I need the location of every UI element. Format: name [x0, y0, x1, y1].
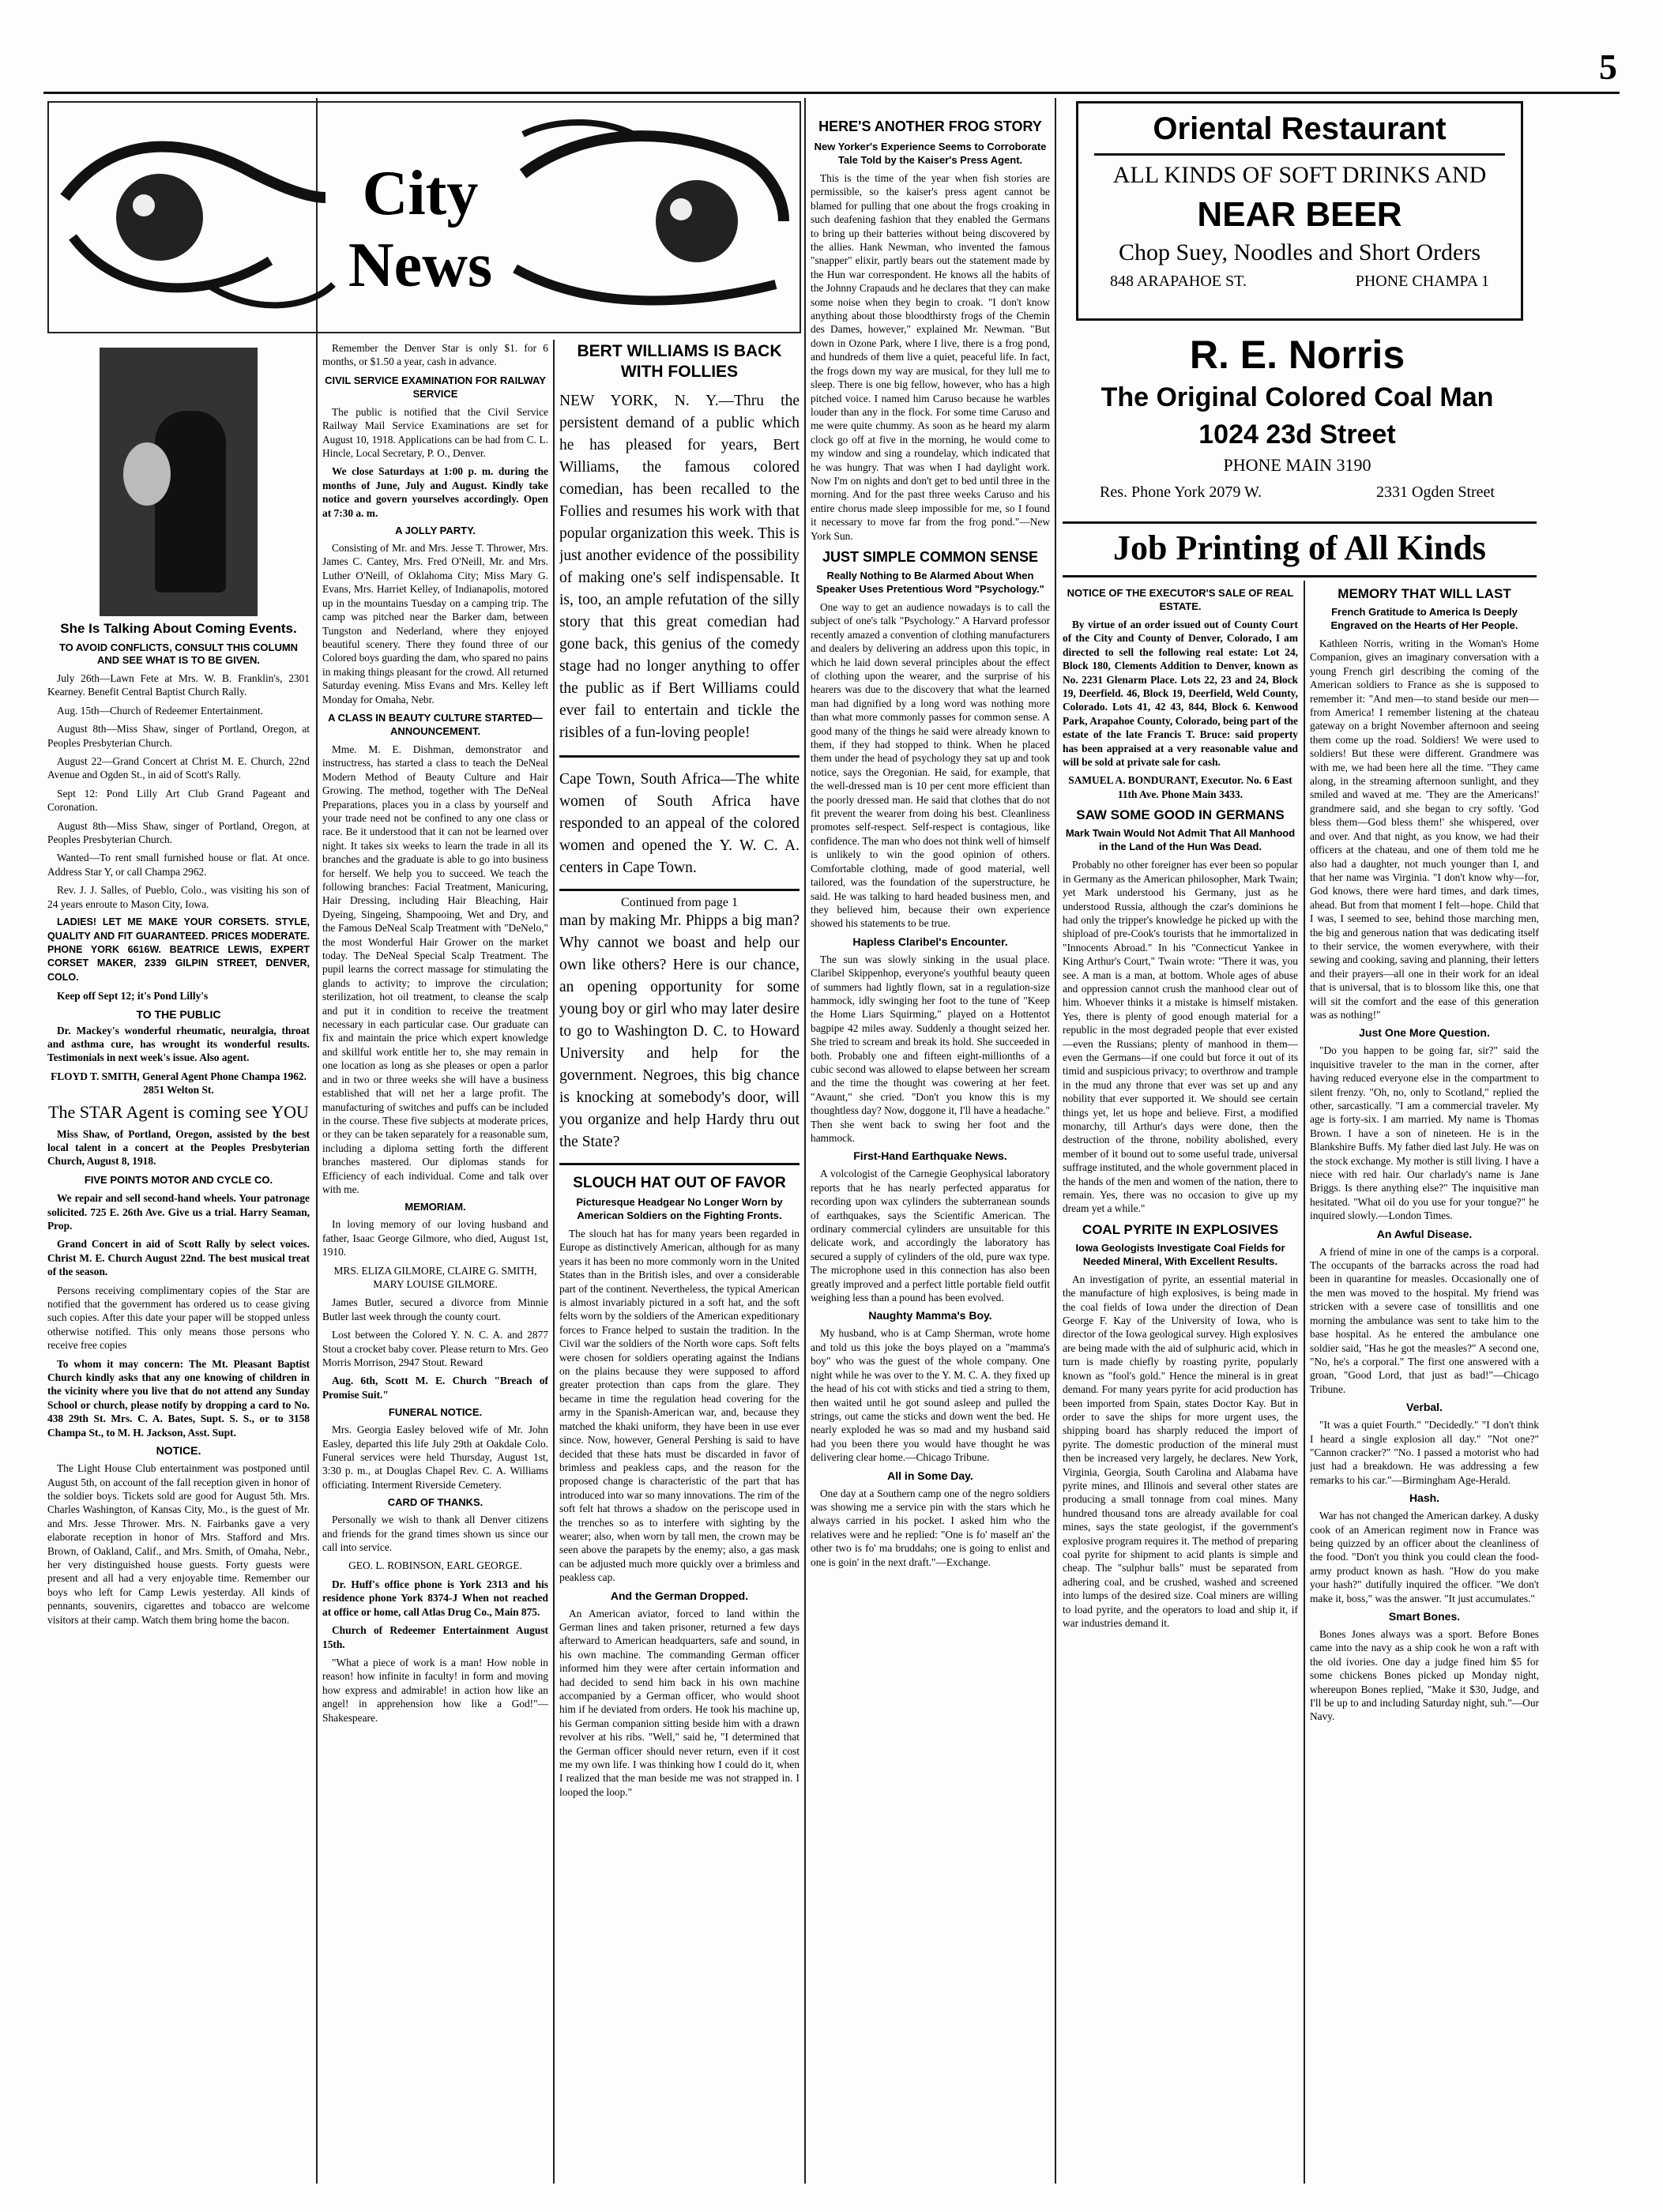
wanted-ad: Wanted—To rent small furnished house or flat. At once. Address Star Y, or call Champa 2962. — [47, 852, 310, 878]
slouch-body: The slouch hat has for many years been regarded in Europe as distinctively American, although for as many years it has been no more commonly worn in the United States than in the British isles, and over a considerable part of the continent. Nevertheless, the typical American is almost invariably pictured in a soft hat, and the soft felts worn by the soldiers of the American expeditionary forces to France helped to sustain the tradition. In the Civil war the soldiers of the North wore caps. Soft felts were chosen for soldiers operating against the Indians on the plains because they were supposed to afford greater protection than caps from the glare. They became in time the regulation head covering for the army in the Spanish-American war, and, because they matched the khaki uniform, they have been in use ever since. Now, however, General Pershing is said to have decided that these hats must be discarded in favor of brimless and peakless caps, and the reason for the proposed change is characteristic of the part that has introduced into war so many innovations. The rim of the soft felt hat throws a shadow on the periscope used in the trenches so as to interfere with sighting by the wearer; also, when worn by tall men, the crown may be seen above the parapets by the enemy; also, a gas mask can be adjusted much more quickly over a brimless and peakless cap. — [559, 1228, 800, 1584]
column-rule — [1055, 98, 1056, 2184]
column-5a — [1063, 586, 1298, 2180]
memory-block — [1310, 637, 1539, 1021]
slouch-block — [559, 1227, 800, 1585]
funeral-head: FUNERAL NOTICE. — [388, 1406, 483, 1419]
germans-body: Probably no other foreigner has ever been so popular in Germany as the American philosopher, Mark Twain; yet Mark understood his Germany, just as he understood Russia, although the czar's dominions he had only the tripper's knowledge he picked up with the shipload of pre-Cook's tourists that he immortalized in "Innocents Abroad." In his "Connecticut Yankee in King Arthur's Court," Twain wrote: "There it was, you see. A man is a man, at bottom. Whole ages of abuse and oppression cannot crush the manhood clear out of him. Whoever thinks it a mistake is himself mistaken. Yes, there is plenty of good enough material for a republic in the most degraded people that ever existed—even the Russians; plenty of manhood in them—even the Germans—if one could but force it out of its timid and suspicious privacy; to overthrow and trample in the mud any throne that ever was set up and any nobility that ever supported it. We should see certain things yet, let us hope and believe. First, a modified monarchy, till Arthur's days were done, then the destruction of the throne, nobility abolished, every member of it bound out to some useful trade, universal suffrage instituted, and the whole government placed in the hands of the men and women of the nation, there to remain. Yes, there was no occasion to give up my dream yet a while." — [1063, 859, 1298, 1215]
verbal-head: Verbal. — [1406, 1401, 1443, 1414]
civil-block — [322, 405, 548, 520]
divider — [559, 889, 800, 891]
butler-item: James Butler, secured a divorce from Minnie Butler last week through the county court. — [322, 1296, 548, 1322]
bones-body: Bones Jones always was a sport. Before Bones came into the navy as a ship cook he won a raft with the old ivories. One day a judge fined him $5 for some chickens Bones picked up Monday night, whereupon Bones replied, "Make it $30, Judge, and I'll be up to and including Saturday night, suh."—Our Navy. — [1310, 1628, 1539, 1723]
jolly-block — [322, 541, 548, 706]
question-head: Just One More Question. — [1359, 1026, 1490, 1040]
misc-block — [47, 1127, 310, 1440]
portrait-photo — [100, 348, 258, 616]
german-head: And the German Dropped. — [610, 1589, 749, 1602]
hash-body: War has not changed the American darkey. A dusky cook of an American regiment now in France was being quizzed by an officer about the cleanliness of the food. "Don't you think you could clean the food-army product known as hash. "How do you make your hash?" dutifully inquired the officer. "We don't make it, boss," was the answer. "It just accumulates." — [1310, 1510, 1539, 1604]
five-points-body: We repair and sell second-hand wheels. Your patronage solicited. 725 E. 26th Ave. Give us a trial. Harry Seaman, Prop. — [47, 1192, 310, 1232]
naughty-body: My husband, who is at Camp Sherman, wrote home and told us this joke the boys played on a "mamma's boy" who was the guest of the whole company. One night while he was over to the Y. M. C. A. they fixed up the head of his cot with sticks and tied a string to them, then waited until he got sound asleep and pulled the strings, out came the sticks and down went the bed. He nearly exploded he was so mad and my husband said had you been there you would have thought he was delivering clear home.—Chicago Tribune. — [811, 1327, 1050, 1464]
allone-block — [811, 1487, 1050, 1569]
norris-res-phone: Res. Phone York 2079 W. — [1100, 483, 1262, 501]
column-rule — [804, 98, 806, 2184]
event-item: August 22—Grand Concert at Christ M. E. Church, 22nd Avenue and Ogden St., in aid of Scott's Rally. — [47, 755, 310, 781]
keep-off-item: Keep off Sept 12; it's Pond Lilly's — [57, 990, 209, 1003]
norris-coal-ad — [1076, 332, 1518, 525]
column-3 — [559, 341, 800, 2180]
whom-notice: To whom it may concern: The Mt. Pleasant Baptist Church kindly asks that any one knowing of children in the vicinity where you live that do not attend any Sunday School or church, please notify by dropping a card to No. 438 29th St. Mrs. C. A. Bates, Supt. S. S., or to 3158 Champa St., to M. H. Jackson, Asst. Supt. — [47, 1357, 310, 1439]
norris-phone: PHONE MAIN 3190 — [1223, 455, 1371, 475]
quake-head: First-Hand Earthquake News. — [853, 1149, 1007, 1163]
memory-head: MEMORY THAT WILL LAST — [1338, 586, 1511, 601]
redeemer-item: Church of Redeemer Entertainment August 15th. — [322, 1624, 548, 1650]
hash-head: Hash. — [1409, 1492, 1440, 1505]
germans-sub: Mark Twain Would Not Admit That All Manhood in the Land of the Hun Was Dead. — [1065, 827, 1296, 853]
divider — [559, 1163, 800, 1165]
public-block — [47, 1024, 310, 1097]
grand-concert-item: Grand Concert in aid of Scott Rally by select voices. Christ M. E. Church August 22nd. The best musical treat of the season. — [47, 1238, 310, 1278]
header-rule — [43, 92, 1620, 94]
claribel-body: The sun was slowly sinking in the usual place. Claribel Skippenhop, everyone's youthful beauty queen of summers had lightly flown, sat in a regulation-size hammock, idly swinging her foot to the tune of "Keep the Home Liars Squirming," played on a Hottentot bagpipe 42 miles away. Suddenly a thought seized her. She tried to scream and break its hold. She succeeded in both. Probably one and fifteen eight-millionths of a cubic second was allowed to elapse between her scream and the time the thought was cowering at her feet. "Avaunt," she cried. "Don't you know this is my thoughtless day? Now, doggone it, I'll have a headache." Then she went back to swing her foot and the hammock. — [811, 953, 1050, 1144]
frog-head: HERE'S ANOTHER FROG STORY — [818, 118, 1042, 134]
public-sign: FLOYD T. SMITH, General Agent Phone Champa 1962. 2851 Welton St. — [51, 1070, 307, 1097]
column-1 — [47, 348, 310, 2180]
memoriam-head: MEMORIAM. — [404, 1201, 466, 1213]
event-item: August 8th—Miss Shaw, singer of Portland, Oregon, at Peoples Presbyterian Church. — [47, 819, 310, 846]
memoriam-block — [322, 1217, 548, 1401]
notice-block — [47, 1462, 310, 1627]
public-body: Dr. Mackey's wonderful rheumatic, neuralgia, throat and asthma cure, has wrought its wonderful results. Testimonials in next week's issue. Also agent. — [47, 1024, 310, 1064]
column-rule — [553, 340, 555, 2184]
events-notice-head: TO AVOID CONFLICTS, CONSULT THIS COLUMN AND SEE WHAT IS TO BE GIVEN. — [58, 641, 299, 666]
event-item: Aug. 15th—Church of Redeemer Entertainment. — [57, 704, 264, 717]
naughty-block — [811, 1326, 1050, 1464]
memory-sub: French Gratitude to America Is Deeply Engraved on the Hearts of Her People. — [1330, 606, 1518, 631]
thanks-body: Personally we wish to thank all Denver citizens and friends for the grand times shown us since our call into service. — [322, 1514, 548, 1554]
bones-head: Smart Bones. — [1388, 1610, 1461, 1623]
verbal-block — [1310, 1418, 1539, 1487]
memoriam-body: In loving memory of our loving husband and father, Isaac George Gilmore, who died, August 1st, 1910. — [322, 1218, 548, 1258]
disease-block — [1310, 1245, 1539, 1396]
sense-block — [811, 600, 1050, 931]
claribel-head: Hapless Claribel's Encounter. — [852, 935, 1008, 948]
jolly-body: Consisting of Mr. and Mrs. Jesse T. Thrower, Mrs. James C. Cantey, Mrs. Fred O'Neill, Mr. and Mrs. Luther O'Neill, of Oklahoma City; Miss Mary G. Evans, Mrs. Harriet Kelley, of Indianapolis, motored up in the mountains Tuesday on a camping trip. The camp was pitched near the Barker dam, between Tungston and Nederland, where they enjoyed beautiful scenery. There they found three of our Colored boys guarding the dam, who spared no pains in making things pleasant for the crowd. All returned Saturday evening. Miss Evans and Mrs. Kelley left Monday for Omaha, Nebr. — [322, 542, 548, 705]
frog-block — [811, 171, 1050, 543]
star-agent-notice: The STAR Agent is coming see YOU — [48, 1101, 309, 1122]
column-rule — [316, 98, 318, 2184]
sense-body: One way to get an audience nowadays is to call the subject of one's talk "Psychology." A Harvard professor recently amazed a convention of clothing manufacturers and dealers by delivering an address upon this topic, in which he laid down several principles about the effect of clothing upon the wearer, and the surprise of his hearers was due to the discovery that what the learned man had dignified by a long word was nothing more than what more commonly passes for common sense. A good many of the things he said were already known to them, if they had stopped to think. When he placed them under the head of psychology they sat up and took notice, says the Oregonian. He said, for example, that the well-dressed man is 10 per cent more efficient than the poorly dressed man. He said that clothes that do not fit prevent the wearer from doing his best. Cleanliness promotes self-respect. Self-respect is contagious, like confidence. The man who does not think well of himself is unlikely to win the good opinion of others. Comfortable clothing, made of good material, well tailored, was the foundation of the superstructure, he said. He was talking to hard headed business men, and they believed him, because their own experience showed his statements to be true. — [811, 600, 1050, 930]
executor-block — [1063, 618, 1298, 801]
thanks-block — [322, 1513, 548, 1725]
funeral-block — [322, 1423, 548, 1492]
oriental-contact — [1078, 266, 1521, 291]
beauty-block — [322, 743, 548, 1196]
norris-tagline: The Original Colored Coal Man — [1101, 382, 1494, 412]
job-printing-ad: Job Printing of All Kinds — [1113, 529, 1486, 567]
col2-top — [322, 341, 548, 369]
divider — [1094, 153, 1505, 156]
oriental-line1: ALL KINDS OF SOFT DRINKS AND — [1112, 162, 1487, 188]
frog-sub: New Yorker's Experience Seems to Corroborate Tale Told by the Kaiser's Press Agent. — [814, 141, 1047, 166]
notice-body: The Light House Club entertainment was postponed until August 5th, on account of the fall reception given in honor of the soldier boys. Tickets sold are good for August 5th. Mrs. Charles Washington, of Kansas City, Mo., is the guest of Mr. and Mrs. Jesse Thrower. Mrs. N. Fairbanks gave a very elaborate reception in honor of Mrs. Stafford and Mrs. Brown, of Oakland, Calif., and Mrs. Smith, of Omaha, Nebr., her very distinguished house guests. Forty guests were present and all had a very enjoyable time. Remember our boys who left for Camp Lewis yesterday. All kinds of pennants, souvenirs, cigarettes and tobacco are welcome visitors at their camp. Watch them bring home the bacon. — [47, 1462, 310, 1626]
corset-ad: LADIES! LET ME MAKE YOUR CORSETS. STYLE, QUALITY AND FIT GUARANTEED. PRICES MODERATE. PHONE YORK 6616W. BEATRICE LEWIS, EXPERT CORSET MAKER, 2339 GILPIN STREET, DENVER, COLO. — [47, 916, 310, 983]
slouch-sub: Picturesque Headgear No Longer Worn by American Soldiers on the Fighting Fronts. — [576, 1196, 783, 1221]
memoriam-sign: MRS. ELIZA GILMORE, CLAIRE G. SMITH, MARY LOUISE GILMORE. — [333, 1264, 537, 1290]
oriental-line2: NEAR BEER — [1197, 195, 1402, 234]
hash-block — [1310, 1509, 1539, 1605]
funeral-body: Mrs. Georgia Easley beloved wife of Mr. John Easley, departed this life July 29th at Oakdale Colo. Funeral services were held Thursday, August 1st, 3:30 p. m., at Douglas Chapel Rev. C. A. Williams officiating. Interment Riverside Cemetery. — [322, 1424, 548, 1491]
oriental-title: Oriental Restaurant — [1153, 111, 1447, 146]
german-block — [559, 1607, 800, 1800]
allone-head: All in Some Day. — [887, 1469, 973, 1482]
oriental-phone: PHONE CHAMPA 1 — [1355, 273, 1489, 290]
pyrite-body: An investigation of pyrite, an essential material in the manufacture of high explosives, is being made in the coal fields of Iowa under the direction of Dean George F. Kay of the University of Iowa, who is director of the Iowa geological survey. High explosives are being made with the aid of sulphuric acid, which in turn is made chiefly by roasting pyrite, popularly known as "fool's gold." Hence the mineral is in great demand. For many years pyrite for acid production has been imported from Spain, states Doctor Kay. But in order to save the ships for more urgent uses, the shipping board has sharply reduced the import of pyrite. The domestic production of the mineral must then be increased very largely, he declares. New York, Virginia, Georgia, South Carolina and Alabama have pyrite mines, and Illinois and several other states are producing a small tonnage from coal mines. Many hundred thousand tons are already available for coal mines, says the state geologist, if the government's explosive program requires it. The method of preparing coal pyrite for shipment to acid plants is simple and cheap. The "sulphur balls" must be separated from adhering coal, and be crushed, washed and screened into lumps of the desired size. Coal miners are willing to load pyrite, and the operators to load and ship it, if war industries demand it. — [1063, 1273, 1298, 1629]
thanks-sign: GEO. L. ROBINSON, EARL GEORGE. — [348, 1559, 522, 1572]
continued-note: Continued from page 1 — [621, 896, 738, 909]
sense-sub: Really Nothing to Be Alarmed About When Speaker Uses Pretentious Word "Psychology." — [816, 569, 1044, 595]
lost-item: Lost between the Colored Y. N. C. A. and 2877 Stout a crocket baby cover. Please return to Mrs. Geo Morris Morrison, 2947 Stout. Reward — [322, 1329, 548, 1368]
question-body: "Do you happen to be going far, sir?" said the inquisitive traveler to the man in the corner, after having reduced everyone else in the compartment to silent frenzy. "Oh, no, only to Scotland," replied the other, sarcastically. "I am a commercial traveler. My age is forty-six. I am married. My name is Thomas Brown. I have a son of nineteen. He is in the Blankshire Buffs. My father died last July. He was on the stock exchange. My mother is still living. I have a niece with red hair. Our charlady's name is Jane Briggs. Is there anything else?" The inquisitive man hesitated. "What oil do you use for your tongue?" he inquired slowly.—London Times. — [1310, 1044, 1539, 1222]
pyrite-head: COAL PYRITE IN EXPLOSIVES — [1082, 1221, 1279, 1237]
quake-body: A volcologist of the Carnegie Geophysical laboratory reports that he has nearly perfected apparatus for recording upon wax cylinders the subterranean sounds of earthquakes, says the Scientific American. The ordinary commercial cylinders are unsuitable for this delicate work, and accordingly the laboratory has secured a supply of cylinders of the old, pure wax type. The microphone used in this connection has also been greatly improved and a perfect little portable field outfit weighing less than a pound has been evolved. — [811, 1168, 1050, 1304]
quake-block — [811, 1167, 1050, 1304]
oriental-address: 848 ARAPAHOE ST. — [1110, 273, 1247, 290]
divider — [1063, 575, 1537, 577]
beauty-head: A CLASS IN BEAUTY CULTURE STARTED—ANNOUNCEMENT. — [328, 711, 543, 737]
page-number: 5 — [1599, 47, 1617, 87]
memory-body: Kathleen Norris, writing in the Woman's Home Companion, gives an imaginary conversation with a young French girl describing the coming of the American soldiers to France as she is supposed to remember it: "And men—to stand beside our men—from America! I remember listening at the chateau gateway on a bright November afternoon and seeing them come up the road. Soldiers! We were used to soldiers! But these were different. Grandmere was with me, we had been here all the time. "They came along, in the streaming afternoon sunlight, and they smiled and waved at me. 'They are the Americans!' grandmere said, and she began to cry softly. 'God bless them—God bless them!' she whispered, over and over. And that night, as you know, we had their officers at the chateau, and one of them told me he also had a daughter, not much younger than I, and that her name was Virginia. "I don't know why—for, God knows, there were hard times, and dark times, ahead. But from that moment I felt—hope. Child that I was, I seemed to see, behind those marching men, the big and generous nation that was dedicating itself to their service, the women everywhere, with their sewing and cooking, saving and planning, their letters and their prayers—all one in their work for an ideal that is universal, that is to blossom like this, one that will sit the comfort and the ease of this generation was as nothing!" — [1310, 638, 1539, 1021]
beauty-body: Mme. M. E. Dishman, demonstrator and instructress, has started a class to teach the DeNeal Modern Method of Beauty Culture and Hair Growing. The method, together with The DeNeal Preparations, places you in a class by yourself and your trade need not be confined to any one class or race. Be it understood that it can not be learned over night. It takes six weeks to learn the trade in all its branches and the graduate is able to go into business for herself. We help you to succeed. We teach the following branches: Facial Treatment, Manicuring, Hair Dressing, including Hair Bleaching, Hair Dyeing, Singeing, Shampooing, Wet and Dry, and the Famous DeNeal Scalp Treatment with "DeNelo," the most Wonderful Hair Grower on the market today. The DeNeal Special Scalp Treatment. The pupil learns the correct massage for stimulating the glands to activity; to improve the circulation; sterilization, hot oil treatment, to cleanse the scalp and put it in condition to receive the treatment necessary in each particular case. Our graduate can fix and maintain the price which expert knowledge and skillful work entitle her to, she may remain in one location as long as she pleases or open a parlor and in two or three weeks she will have a business established that will net her a large profit. The manufacturing of switches and puffs can be included in the course. These five subjects at moderate prices, or they can be taken separately for a reasonable sum, including a diploma setting forth the different branches mastered. Our diplomas stands for Efficiency of each individual. Come and talk over with me. — [322, 743, 548, 1195]
pyrite-sub: Iowa Geologists Investigate Coal Fields for Needed Mineral, With Excellent Results. — [1075, 1241, 1285, 1267]
disease-head: An Awful Disease. — [1376, 1227, 1473, 1240]
divider — [559, 755, 800, 758]
events-list — [47, 672, 310, 1003]
thanks-head: CARD OF THANKS. — [387, 1496, 483, 1509]
bert-body: NEW YORK, N. Y.—Thru the persistent demand of a public which he has pleased for years, Bert Williams, the famous colored comedian, has been recalled to the Follies and resumes his work with that popular organization this week. This is just another evidence of the possibility of making one's self indispensable. It is, too, an ample refutation of the silly story that this great comedian had gone back, this genius of the comedy stage had no longer anything to offer the public as if Bert Williams could ever fail to entertain and tickle the risibles of a fun-loving people! — [559, 393, 800, 741]
norris-res-address: 2331 Ogden Street — [1376, 483, 1495, 501]
sense-head: JUST SIMPLE COMMON SENSE — [822, 548, 1039, 565]
capetown-item: Cape Town, South Africa—The white women of South Africa have responded to an appeal of the colored women and opened the Y. W. C. A. centers in Cape Town. — [559, 771, 800, 876]
bones-block — [1310, 1627, 1539, 1724]
scott-breach-item: Aug. 6th, Scott M. E. Church "Breach of Promise Suit." — [322, 1375, 548, 1401]
city-news-masthead — [47, 101, 801, 333]
divider — [1063, 521, 1537, 524]
norris-name: R. E. Norris — [1189, 333, 1405, 377]
event-item: August 8th—Miss Shaw, singer of Portland, Oregon, at Peoples Presbyterian Church. — [47, 723, 310, 749]
norris-address: 1024 23d Street — [1198, 419, 1396, 450]
executor-sign: SAMUEL A. BONDURANT, Executor. No. 6 East 11th Ave. Phone Main 3433. — [1068, 774, 1292, 800]
event-item: July 26th—Lawn Fete at Mrs. W. B. Franklin's, 2301 Kearney. Benefit Central Baptist Church Rally. — [47, 672, 310, 698]
photo-caption: She Is Talking About Coming Events. — [60, 621, 297, 636]
germans-block — [1063, 858, 1298, 1216]
pyrite-block — [1063, 1273, 1298, 1631]
salles-item: Rev. J. J. Salles, of Pueblo, Colo., was visiting his son of 24 years enroute to Mason City, Iowa. — [47, 884, 310, 910]
civil-service-head: CIVIL SERVICE EXAMINATION FOR RAILWAY SERVICE — [325, 374, 546, 400]
subscription-note: Remember the Denver Star is only $1. for 6 months, or $1.50 a year, cash in advance. — [322, 342, 548, 368]
column-2 — [322, 341, 548, 2180]
disease-body: A friend of mine in one of the camps is a corporal. The occupants of the barracks across the road had been in quarantine for measles. Occasionally one of the men was moved to the hospital. My friend was stricken with a severe case of tonsillitis and one morning the ambulance was sent to take him to the base hospital. As he entered the ambulance one soldier said, "Has he got the measles?" A second one, "No, he's a corporal." The first one answered with a groan, "Good Lord, that just as bad!"—Chicago Tribune. — [1310, 1245, 1539, 1395]
civil-service-body: The public is notified that the Civil Service Railway Mail Service Examinations are set for August 10, 1918. Applications can be had from C. L. Hincle, Local Secretary, P. O., Denver. — [322, 405, 548, 460]
executor-head: NOTICE OF THE EXECUTOR'S SALE OF REAL ESTATE. — [1067, 587, 1294, 612]
jolly-head: A JOLLY PARTY. — [395, 525, 476, 537]
naughty-head: Naughty Mamma's Boy. — [868, 1309, 992, 1322]
question-block — [1310, 1044, 1539, 1222]
event-item: Sept 12: Pond Lilly Art Club Grand Pageant and Coronation. — [47, 787, 310, 814]
executor-body: By virtue of an order issued out of County Court of the City and County of Denver, Colorado, I am directed to sell the following real estate: Lot 24, Block 180, Clements Addition to Denver, known as No. 2231 Glenarm Place. Lots 22, 23 and 24, Block 19, Deerfield. 46, Block 19, Deerfield, Weld County, Colorado. Lots 41, 42 43, 844, Block 6. Kenwood Park, Arapahoe County, Colorado, being part of the estate of the late Francis T. Bruce: said property has been appraised at a very reasonable value and will be sold at private sale for cash. — [1063, 619, 1298, 769]
five-points-head: FIVE POINTS MOTOR AND CYCLE CO. — [84, 1173, 273, 1186]
column-5b — [1310, 586, 1539, 2180]
slouch-head: SLOUCH HAT OUT OF FAVOR — [573, 1175, 786, 1191]
frog-body: This is the time of the year when fish stories are permissible, so the kaiser's press agent cannot be blamed for pulling that one about the frogs croaking in such deafening fashion that they enabled the Germans to bring up their batteries without being discovered by the allies. Hank Newman, who invented the famous "snapper" elixir, partly bears out the statement made by the Hun war correspondent. He knows all the habits of the Johnny Crapauds and he declares that they can make some noise when they begin to croak. "I don't know anything about those bloodthirsty frogs of the Chemin des Dames, however," explained Mr. Newman. "But down in Ozone Park, where I live, there is a frog pond, and hundreds of them live a quiet, peaceful life. In fact, the frogs down my way are musical, for they lull me to sleep. There is one big fellow, however, who has a high pitched voice. I named him Caruso because he warbles louder than any in the flock. For some time Caruso and me were quite chummy. As soon as he heard my alarm clock go off at five in the morning, he would come to my window and sing a roundelay, which indicated that he was hungry. That was when I had daylight work. Now I'm on nights and don't get to bed until three in the morning. And for the past three weeks Caruso and his entire chorus made sleep impossible for me, so I found it necessary to move far from the frog pond."—New York Sun. — [811, 172, 1050, 542]
shakespeare-quote: "What a piece of work is a man! How noble in reason! how infinite in faculty! in form and moving how express and admirable! in action how like an angel! in apprehension how like a God!"—Shakespeare. — [322, 1656, 548, 1724]
germans-head: SAW SOME GOOD IN GERMANS — [1076, 807, 1285, 823]
bert-head: BERT WILLIAMS IS BACK WITH FOLLIES — [577, 342, 782, 381]
oriental-restaurant-ad — [1076, 101, 1523, 321]
norris-residence — [1076, 476, 1518, 502]
column-rule — [1304, 581, 1305, 2184]
close-notice: We close Saturdays at 1:00 p. m. during the months of June, July and August. Kindly take notice and govern yourselves accordingly. Open at 7:30 a. m. — [322, 465, 548, 519]
notice-title: NOTICE. — [156, 1444, 201, 1458]
claribel-block — [811, 953, 1050, 1146]
column-4 — [811, 118, 1050, 2180]
oriental-line3: Chop Suey, Noodles and Short Orders — [1118, 239, 1481, 265]
public-head: TO THE PUBLIC — [136, 1007, 221, 1021]
masthead-title: City News — [348, 159, 493, 300]
shaw-item: Miss Shaw, of Portland, Oregon, assisted by the best local talent in a concert at the Peoples Presbyterian Church, August 8, 1918. — [47, 1127, 310, 1168]
german-body: An American aviator, forced to land within the German lines and taken prisoner, returned a few days afterward to American headquarters, safe and sound, in his own machine. The commanding German officer informed him they were after certain information and had decided to send him back in his own machine accompanied by a German officer, who would shoot him if he deviated from orders. He took his machine up, his German companion sitting beside him with a drawn revolver at his ribs. "Well," said he, "I determined that the German officer should never return, even if it cost me my own life. I was thinking how I could do it, when I realized that the man beside me was not strapped in. I looped the loop." — [559, 1607, 800, 1798]
persons-notice: Persons receiving complimentary copies of the Star are notified that the government has ordered us to cease giving such copies. After this date your paper will be stopped unless otherwise notified. This only means those persons who receive free copies — [47, 1284, 310, 1352]
continued-body: man by making Mr. Phipps a big man? Why cannot we boast and help our own like others? Here is our chance, an opening opportunity for some young boy or girl who may later desire to go to Washington D. C. to Howard University and help for the government. Negroes, this big chance is knocking at somebody's door, will you organize and help Hardy thru out the State? — [559, 912, 800, 1150]
verbal-body: "It was a quiet Fourth." "Decidedly." "I don't think I heard a single explosion all day." "Not one?" "Cannon cracker?" "No. I passed a motorist who had just had a breakdown. He was addressing a few remarks to his car."—Birmingham Age-Herald. — [1310, 1419, 1539, 1486]
allone-body: One day at a Southern camp one of the negro soldiers was showing me a service pin with the stars which he always carried in his pocket. I asked him who the relatives were and he replied: "One is fo' maself an' the other two is fo' ma bruddahs; one is going to enlist and one is goin' in the next draft."—Exchange. — [811, 1487, 1050, 1568]
huff-item: Dr. Huff's office phone is York 2313 and his residence phone York 8374-J When not reached at office or home, call Atlas Drug Co., Main 875. — [322, 1578, 548, 1618]
